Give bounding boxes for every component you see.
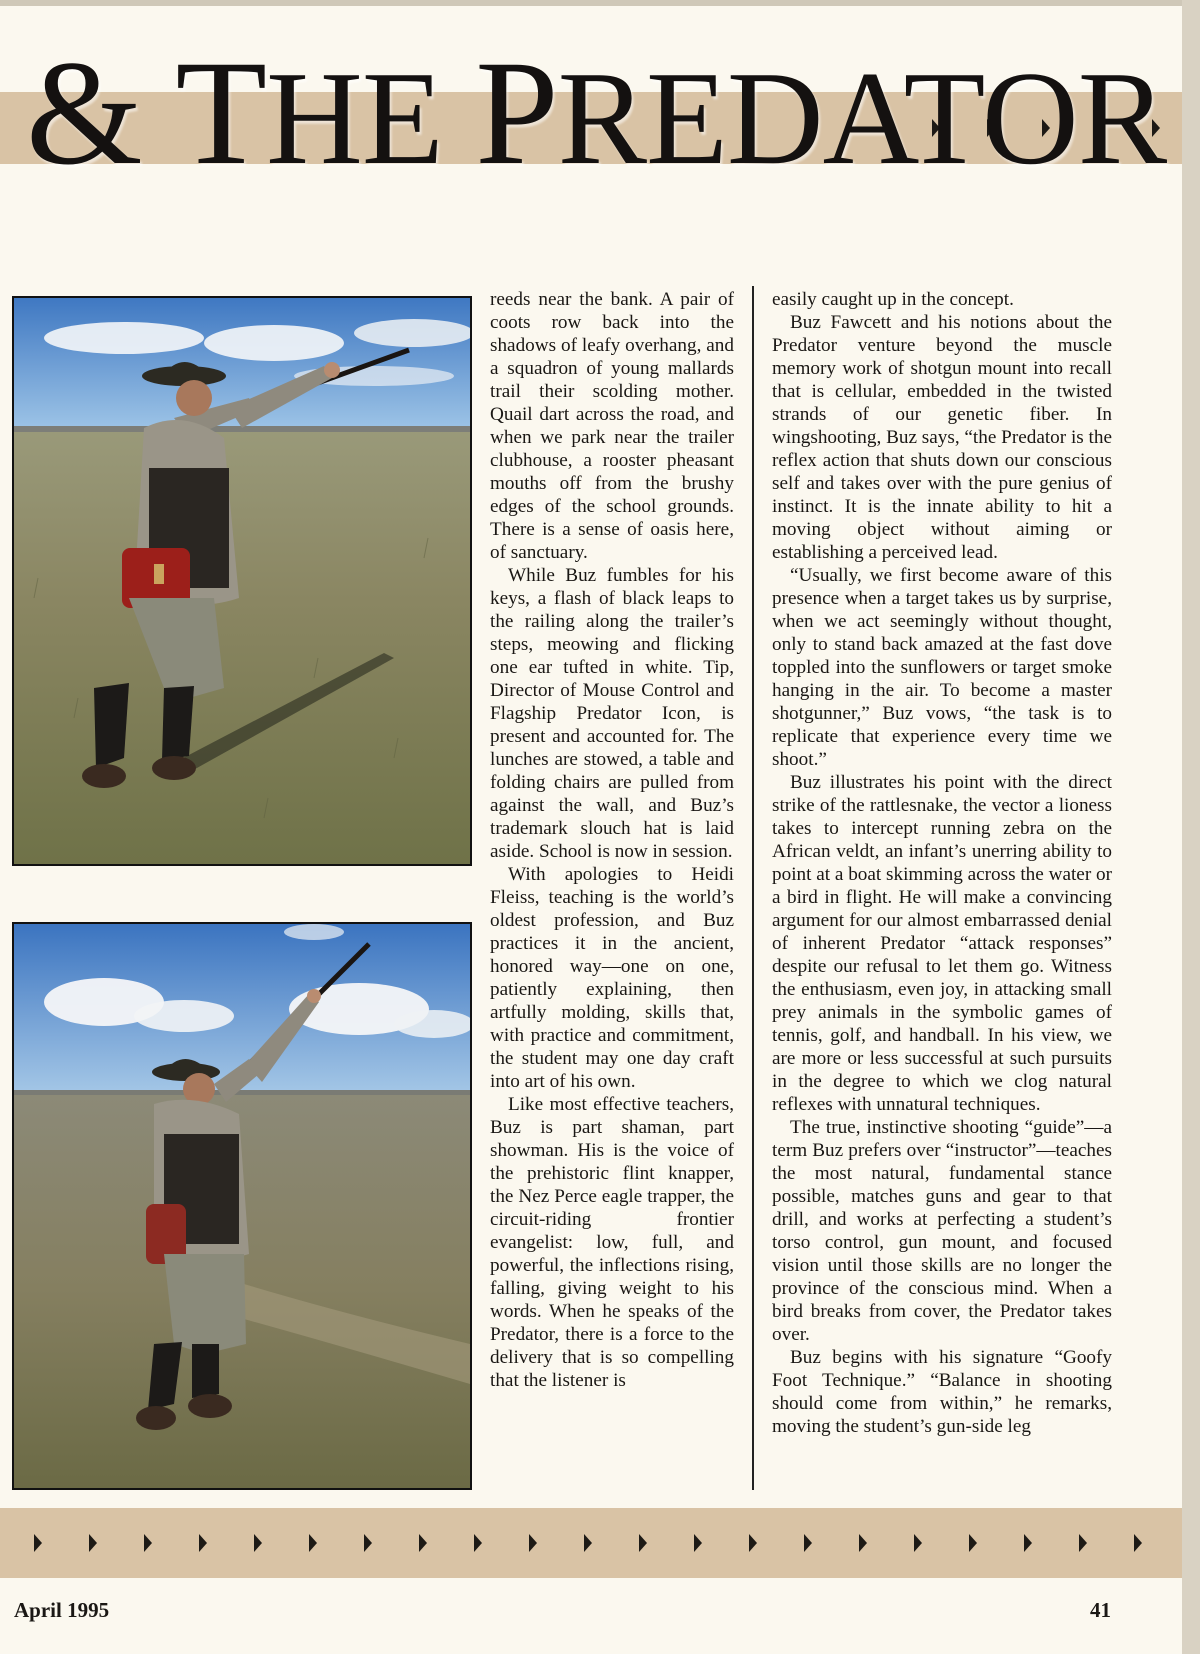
title-ampersand-t: & T	[26, 30, 267, 196]
paragraph: While Buz fumbles for his keys, a flash of black leaps to the railing along the trailer’s steps, meowing and flicking one ear tufted in white. Tip, Director of Mouse Control and Flagship Predator Icon, is present and accounted for. The lunches are stowed, a table and folding chairs are pulled from against the wall, and Buz’s trademark slouch hat is laid aside. School is now in session.	[490, 565, 734, 862]
arrow-marker-icon	[89, 1534, 97, 1552]
arrow-marker-icon	[34, 1534, 42, 1552]
arrow-marker-icon	[639, 1534, 647, 1552]
paragraph: “Usually, we first become aware of this presence when a target takes us by surprise, when we act seemingly without thought, only to stand back amazed at the fast dove toppled into the sunflowers or target smoke hanging in the air. To become a master shotgunner,” Buz vows, “the task is to replicate that experience every time we shoot.”	[772, 565, 1112, 770]
arrow-marker-icon	[969, 1534, 977, 1552]
arrow-marker-icon	[1024, 1534, 1032, 1552]
issue-date: April 1995	[14, 1598, 110, 1622]
arrow-marker-icon	[144, 1534, 152, 1552]
arrow-marker-icon	[199, 1534, 207, 1552]
arrow-marker-icon	[474, 1534, 482, 1552]
arrow-marker-icon	[1079, 1534, 1087, 1552]
page-number: 41	[1090, 1598, 1111, 1622]
arrow-marker-icon	[859, 1534, 867, 1552]
paragraph: Buz Fawcett and his notions about the Predator venture beyond the muscle memory work of shotgun mount into recall that is cellular, embedded in the twisted strands of our genetic fiber. In wingshooting, Buz says, “the Predator is the reflex action that shuts down our conscious self and takes over with the pure genius of instinct. It is the innate ability to hit a moving object without aiming or establishing a perceived lead.	[772, 312, 1112, 563]
arrow-marker-icon	[804, 1534, 812, 1552]
paragraph: Like most effective teachers, Buz is part shaman, part showman. His is the voice of the prehistoric flint knapper, the Nez Perce eagle trapper, the circuit-riding frontier evangelist: low, full, and powerful, the inflections rising, falling, giving weight to his words. When he speaks of the Predator, there is a force to the delivery that is so compelling that the listener is	[490, 1094, 734, 1391]
arrow-marker-icon	[584, 1534, 592, 1552]
title-he: HE	[266, 44, 476, 192]
paragraph: With apologies to Heidi Fleiss, teaching is the world’s oldest profession, and Buz practices it in the ancient, honored way—one on one, patiently explaining, then artfully molding, skills that, with practice and commitment, the student may one day craft into art of his own.	[490, 864, 734, 1092]
paragraph: reeds near the bank. A pair of coots row back into the shadows of leafy overhang, and a squadron of young mallards trail their scolding mother. Quail dart across the road, and when we park near the trailer clubhouse, a rooster pheasant mouths off from the brushy edges of the school grounds. There is a sense of oasis here, of sanctuary.	[490, 289, 734, 563]
article-column-2	[772, 288, 1112, 1500]
column-divider	[752, 286, 754, 1490]
photo-hunter-shooting-upward	[12, 922, 472, 1490]
arrow-marker-icon	[694, 1534, 702, 1552]
title-redator: REDATOR	[557, 44, 1167, 192]
article-column-1	[490, 288, 734, 1500]
page-title	[26, 30, 1167, 196]
paragraph: easily caught up in the concept.	[772, 289, 1014, 310]
title-p: P	[475, 30, 558, 196]
arrow-marker-icon	[914, 1534, 922, 1552]
arrow-marker-icon	[309, 1534, 317, 1552]
arrow-marker-icon	[529, 1534, 537, 1552]
arrow-marker-icon	[749, 1534, 757, 1552]
photo-hunter-aiming	[12, 296, 472, 866]
arrow-marker-icon	[364, 1534, 372, 1552]
paragraph: Buz begins with his signature “Goofy Foot Technique.” “Balance in shooting should come from within,” he remarks, moving the student’s gun-side leg	[772, 1347, 1112, 1437]
arrow-marker-icon	[254, 1534, 262, 1552]
paragraph: The true, instinctive shooting “guide”—a term Buz prefers over “instructor”—teaches the most natural, fundamental stance possible, matches guns and gear to that drill, and works at perfecting a student’s torso control, gun mount, and focused vision until those skills are no longer the province of the conscious mind. When a bird breaks from cover, the Predator takes over.	[772, 1117, 1112, 1345]
arrow-marker-icon	[1134, 1534, 1142, 1552]
paragraph: Buz illustrates his point with the direct strike of the rattlesnake, the vector a lioness takes to intercept running zebra on the African veldt, an infant’s unerring ability to point at a boat skimming across the water or a bird in flight. He will make a convincing argument for our almost embarrassed denial of inherent Predator “attack responses” despite our refusal to let them go. Witness the enthusiasm, even joy, in attacking small prey animals in the symbolic games of tennis, golf, and handball. In his view, we are more or less successful at such pursuits in the degree to which we clog natural reflexes with unnatural techniques.	[772, 772, 1112, 1115]
arrow-marker-icon	[419, 1534, 427, 1552]
page-edge	[1182, 0, 1200, 1654]
top-edge	[0, 0, 1200, 6]
